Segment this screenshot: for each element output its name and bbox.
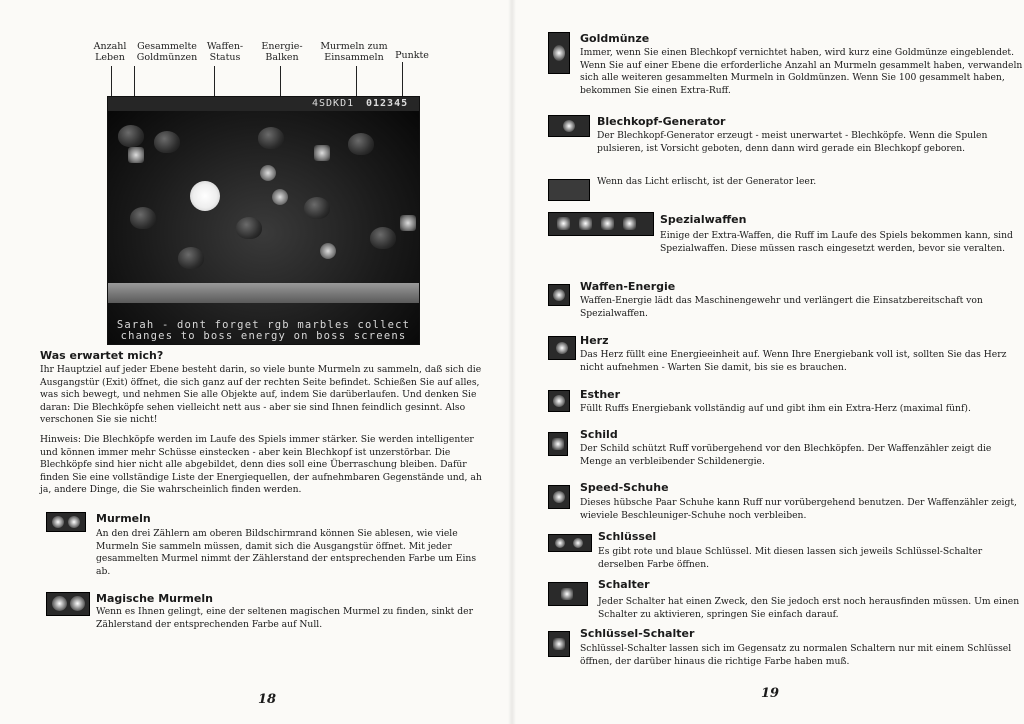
scenery-bush (154, 131, 180, 153)
scenery-bush (118, 125, 144, 147)
shield-icon (548, 432, 568, 456)
scenery-bush (258, 127, 284, 149)
label-gold-coins: Gesammelte Goldmünzen (136, 41, 198, 63)
item-murmeln (46, 512, 486, 582)
item-schluessel (548, 530, 988, 576)
callout-line (111, 66, 112, 98)
item-title: Esther (580, 388, 621, 401)
game-screenshot (107, 96, 420, 345)
item-speed-schuhe (548, 481, 1017, 527)
scenery-bush (304, 197, 330, 219)
item-title: Blechkopf-Generator (597, 115, 726, 128)
item-text: An den drei Zählern am oberen Bildschirmrand können Sie ablesen, wie viele Murmeln Sie sammeln müssen, damit sich die Ausgangstür öffnet. Mit jeder gesammelten Murmel nimmt der Zählerstand der entsprechenden Farbe um Eins ab. (96, 528, 477, 577)
item-blechkopf-generator (548, 115, 988, 195)
scenery-bush (348, 133, 374, 155)
player-sprite (400, 215, 416, 231)
item-title: Speed-Schuhe (580, 481, 669, 494)
item-title: Schlüssel (598, 530, 657, 543)
heart-icon (548, 336, 576, 360)
enemy-sprite (128, 147, 144, 163)
label-lives: Anzahl Leben (93, 41, 127, 63)
label-weapon-status: Waffen- Status (206, 41, 244, 63)
item-herz (548, 334, 1007, 380)
item-title: Spezialwaffen (660, 213, 747, 226)
gold-coin-icon (548, 32, 570, 74)
item-spezialwaffen (548, 212, 1013, 274)
item-title: Waffen-Energie (580, 280, 676, 293)
callout-line (402, 62, 403, 98)
marble-sprite (320, 243, 336, 259)
weapon-energy-icon (548, 284, 570, 306)
sun-sprite (190, 181, 220, 211)
callout-line (134, 66, 135, 98)
item-text: Jeder Schalter hat einen Zweck, den Sie jedoch erst noch herausfinden müssen. Um einen Schalter zu aktivieren, springen Sie einfach darauf. (598, 596, 1020, 620)
item-title: Magische Murmeln (96, 592, 213, 605)
item-schluessel-schalter (548, 627, 1012, 677)
item-text: Immer, wenn Sie einen Blechkopf vernichtet haben, wird kurz eine Goldmünze eingeblendet. Wenn Sie auf einer Ebene die erforderliche Anzahl an Murmeln gesammelt haben, verwandeln sich alle weiteren gesammelten Murmeln in Goldmünzen. Wenn Sie 100 gesammelt haben, bekommen Sie einen Extra-Ruff. (580, 47, 1023, 96)
page-number: 18 (258, 692, 277, 707)
special-weapons-icon (548, 212, 654, 236)
item-text: Der Blechkopf-Generator erzeugt - meist unerwartet - Blechköpfe. Wenn die Spulen pulsieren, ist Vorsicht geboten, denn dann wird gerade ein Blechkopf geboren. (597, 130, 988, 154)
generator-empty-icon (548, 179, 590, 201)
magic-marbles-icon (46, 592, 90, 616)
item-title: Herz (580, 334, 609, 347)
key-icon (548, 534, 592, 552)
item-goldmuenze (548, 32, 1023, 108)
item-title: Schalter (598, 578, 650, 591)
callout-line (280, 66, 281, 98)
item-magische-murmeln (46, 592, 486, 642)
label-energy-bar: Energie- Balken (261, 41, 303, 63)
page-number: 19 (761, 686, 780, 701)
page-right (512, 0, 1024, 724)
enemy-sprite (314, 145, 330, 161)
item-text: Wenn es Ihnen gelingt, eine der seltenen magischen Murmel zu finden, sinkt der Zählerstand der entsprechenden Farbe auf Null. (96, 606, 473, 630)
item-title: Schild (580, 428, 618, 441)
item-schalter (548, 578, 1020, 626)
hud-score: 012345 (366, 98, 409, 109)
item-esther (548, 388, 988, 422)
item-text: Waffen-Energie lädt das Maschinengewehr und verlängert die Einsatzbereitschaft von Spezialwaffen. (580, 295, 983, 319)
label-marbles: Murmeln zum Einsammeln (320, 41, 388, 63)
hud-marble-counter: 4SDKD1 (312, 98, 355, 109)
item-text: Einige der Extra-Waffen, die Ruff im Laufe des Spiels bekommen kann, sind Spezialwaffen. Diese müssen rasch eingesetzt werden, bevor sie veralten. (660, 230, 1013, 254)
item-text: Es gibt rote und blaue Schlüssel. Mit diesen lassen sich jeweils Schlüssel-Schalter derselben Farbe öffnen. (598, 546, 983, 570)
ground-strip (108, 283, 419, 303)
game-message-line-1: Sarah - dont forget rgb marbles collect (116, 319, 411, 331)
marbles-icon (46, 512, 86, 532)
callout-line (356, 66, 357, 98)
key-switch-icon (548, 631, 570, 657)
item-title: Murmeln (96, 512, 151, 525)
scenery-bush (178, 247, 204, 269)
scenery-bush (370, 227, 396, 249)
section-heading: Was erwartet mich? (40, 349, 164, 362)
marble-sprite (272, 189, 288, 205)
item-text: Der Schild schützt Ruff vorübergehend vor den Blechköpfen. Der Waffenzähler zeigt die Menge an verbleibender Schildenergie. (580, 443, 992, 467)
item-title: Goldmünze (580, 32, 650, 45)
hint-paragraph: Hinweis: Die Blechköpfe werden im Laufe des Spiels immer stärker. Sie werden intelligenter und können immer mehr Schüsse einstecken - aber kein Blechkopf ist unzerstörbar. Die Blechköpfe sind hier nicht alle abgebildet, denn dies soll eine Überraschung bleiben. Dafür finden Sie eine vollständige Liste der Energiequellen, der aufnehmbaren Gegenstände und, ah ja, andere Dinge, die Sie wahrscheinlich finden werden. (40, 434, 482, 495)
marble-sprite (260, 165, 276, 181)
item-title: Schlüssel-Schalter (580, 627, 695, 640)
item-schild (548, 428, 992, 474)
item-text: Wenn das Licht erlischt, ist der Generator leer. (597, 176, 817, 187)
callout-line (214, 66, 215, 98)
game-message-line-2: changes to boss energy on boss screens (120, 330, 407, 342)
item-text: Schlüssel-Schalter lassen sich im Gegensatz zu normalen Schaltern nur mit einem Schlüssel öffnen, der darüber hinaus die richtige Farbe haben muß. (580, 643, 1012, 667)
scenery-bush (236, 217, 262, 239)
item-text: Das Herz füllt eine Energieeinheit auf. Wenn Ihre Energiebank voll ist, sollten Sie das Herz nicht aufnehmen - Warten Sie damit, bis sie es brauchen. (580, 349, 1007, 373)
switch-icon (548, 582, 588, 606)
speed-shoes-icon (548, 485, 570, 509)
item-text: Füllt Ruffs Energiebank vollständig auf und gibt ihm ein Extra-Herz (maximal fünf). (580, 403, 971, 414)
esther-icon (548, 390, 570, 412)
item-waffen-energie (548, 280, 988, 326)
label-points: Punkte (395, 50, 429, 61)
item-text: Dieses hübsche Paar Schuhe kann Ruff nur vorübergehend benutzen. Der Waffenzähler zeigt, wieviele Beschleuniger-Schuhe noch verbleiben. (580, 497, 1017, 521)
generator-icon (548, 115, 590, 137)
scenery-bush (130, 207, 156, 229)
intro-paragraph: Ihr Hauptziel auf jeder Ebene besteht darin, so viele bunte Murmeln zu sammeln, daß sich die Ausgangstür (Exit) öffnet, die sich ganz auf der rechten Seite befindet. Schießen Sie auf alles, was sich bewegt, und nehmen Sie alle Objekte auf, indem Sie darüberlaufen. Und denken Sie daran: Die Blechköpfe sehen vielleicht nett aus - aber sie sind Ihnen feindlich gesinnt. Also verschonen Sie sie nicht! (40, 364, 482, 425)
